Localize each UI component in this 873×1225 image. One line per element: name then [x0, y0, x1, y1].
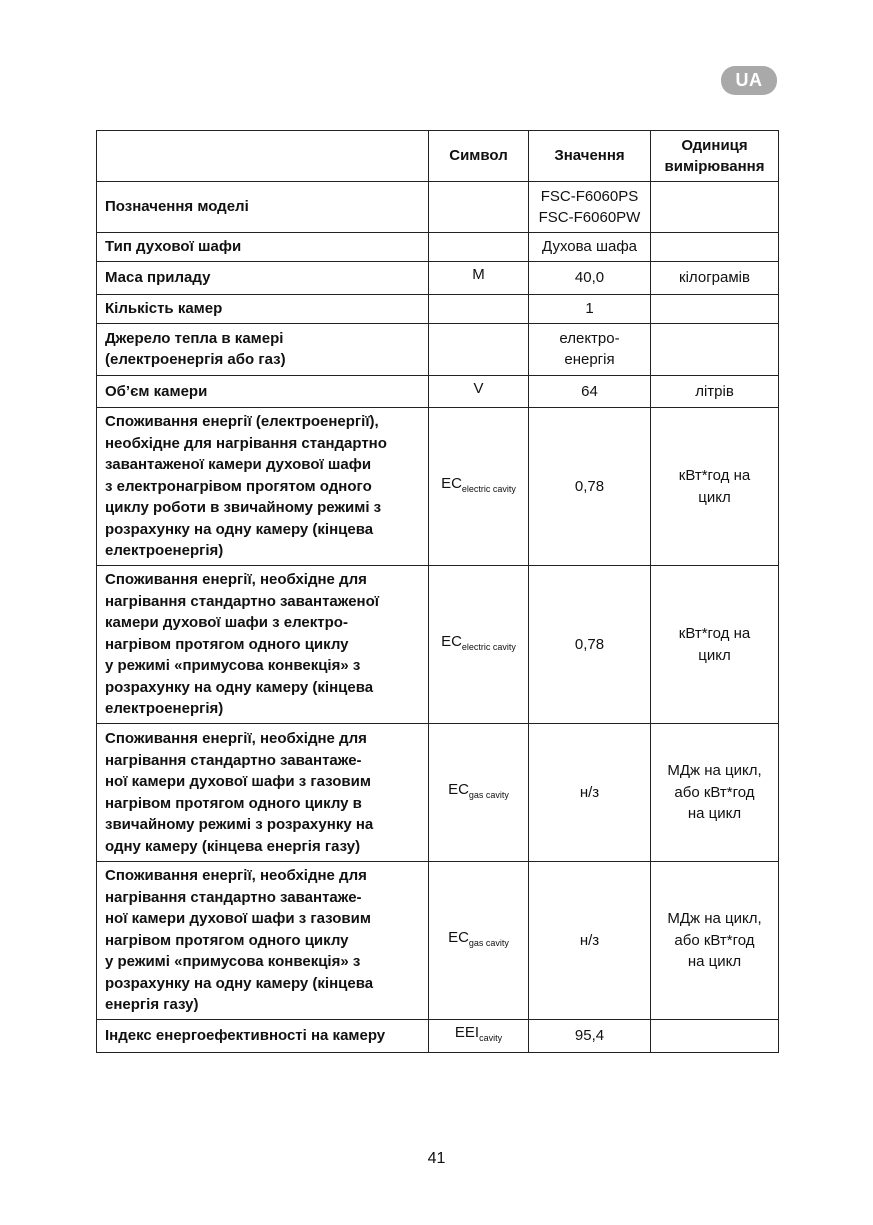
table-row	[97, 233, 779, 262]
table-row	[97, 294, 779, 323]
header-value: Значення	[529, 131, 651, 182]
table-row	[97, 323, 779, 375]
row-unit: кілограмів	[651, 262, 779, 295]
row-symbol	[429, 408, 529, 566]
row-parameter-name: Позначення моделі	[97, 182, 429, 233]
row-symbol	[429, 862, 529, 1020]
row-value: 64	[529, 375, 651, 408]
symbol-main: EC	[441, 632, 462, 650]
symbol-main: EC	[448, 928, 469, 946]
symbol-main: EC	[441, 474, 462, 492]
row-symbol	[429, 375, 529, 408]
row-value: 95,4	[529, 1020, 651, 1053]
symbol-main: EEI	[454, 1024, 480, 1041]
product-spec-table	[96, 130, 779, 1053]
symbol-main: M	[472, 266, 485, 283]
row-parameter-name: Маса приладу	[97, 262, 429, 295]
symbol-subscript: gas cavity	[468, 937, 509, 948]
row-unit: літрів	[651, 375, 779, 408]
symbol-main: EC	[448, 780, 469, 798]
row-value: н/з	[529, 724, 651, 862]
row-parameter-name: Споживання енергії (електроенергії), необхідне для нагрівання стандартно завантаженої камери духової шафи з електронагрівом прогятом одного циклу роботи в звичайному режимі з розрахунку на одну камеру (кінцева електроенергія)	[97, 408, 429, 566]
table-row	[97, 408, 779, 566]
row-unit	[651, 323, 779, 375]
row-symbol	[429, 262, 529, 295]
row-unit: МДж на цикл, або кВт*год на цикл	[651, 862, 779, 1020]
row-unit: МДж на цикл, або кВт*год на цикл	[651, 724, 779, 862]
row-parameter-name: Індекс енергоефективності на камеру	[97, 1020, 429, 1053]
language-badge: UA	[721, 66, 777, 95]
table-row	[97, 182, 779, 233]
row-value: FSC-F6060PS FSC-F6060PW	[529, 182, 651, 233]
row-parameter-name: Кількість камер	[97, 294, 429, 323]
row-symbol	[429, 233, 529, 262]
row-value: 40,0	[529, 262, 651, 295]
table-header-row	[97, 131, 779, 182]
header-name	[97, 131, 429, 182]
header-unit: Одиниця вимірювання	[651, 131, 779, 182]
symbol-subscript: gas cavity	[468, 789, 509, 800]
page-number: 41	[427, 1150, 446, 1167]
table-row	[97, 262, 779, 295]
row-value: 1	[529, 294, 651, 323]
row-value: н/з	[529, 862, 651, 1020]
row-symbol	[429, 1020, 529, 1053]
row-value: електро- енергія	[529, 323, 651, 375]
row-parameter-name: Джерело тепла в камері (електроенергія або газ)	[97, 323, 429, 375]
row-unit	[651, 294, 779, 323]
table-row	[97, 375, 779, 408]
symbol-main: V	[473, 379, 484, 397]
table-row	[97, 724, 779, 862]
row-value: Духова шафа	[529, 233, 651, 262]
row-value: 0,78	[529, 408, 651, 566]
row-unit: кВт*год на цикл	[651, 566, 779, 724]
row-parameter-name: Споживання енергії, необхідне для нагрівання стандартно завантаже- ної камери духової шафи з газовим нагрівом протягом одного циклу у режимі «примусова конвекція» з розрахунку на одну камеру (кінцева енергія газу)	[97, 862, 429, 1020]
row-parameter-name: Споживання енергії, необхідне для нагрівання стандартно завантаженої камери духової шафи з електро- нагрівом протягом одного циклу у режимі «примусова конвекція» з розрахунку на одну камеру (кінцева електроенергія)	[97, 566, 429, 724]
row-parameter-name: Об’єм камери	[97, 375, 429, 408]
row-symbol	[429, 323, 529, 375]
symbol-subscript: electric cavity	[461, 641, 516, 652]
symbol-subscript: electric cavity	[461, 483, 516, 494]
row-symbol	[429, 182, 529, 233]
row-symbol	[429, 294, 529, 323]
row-symbol	[429, 724, 529, 862]
row-parameter-name: Споживання енергії, необхідне для нагрівання стандартно завантаже- ної камери духової шафи з газовим нагрівом протягом одного циклу в звичайному режимі з розрахунку на одну камеру (кінцева енергія газу)	[97, 724, 429, 862]
row-unit	[651, 1020, 779, 1053]
row-symbol	[429, 566, 529, 724]
header-symbol: Символ	[429, 131, 529, 182]
row-parameter-name: Тип духової шафи	[97, 233, 429, 262]
row-value: 0,78	[529, 566, 651, 724]
row-unit	[651, 182, 779, 233]
table-row	[97, 566, 779, 724]
row-unit	[651, 233, 779, 262]
table-row	[97, 1020, 779, 1053]
row-unit: кВт*год на цикл	[651, 408, 779, 566]
symbol-subscript: cavity	[479, 1033, 503, 1043]
table-row	[97, 862, 779, 1020]
